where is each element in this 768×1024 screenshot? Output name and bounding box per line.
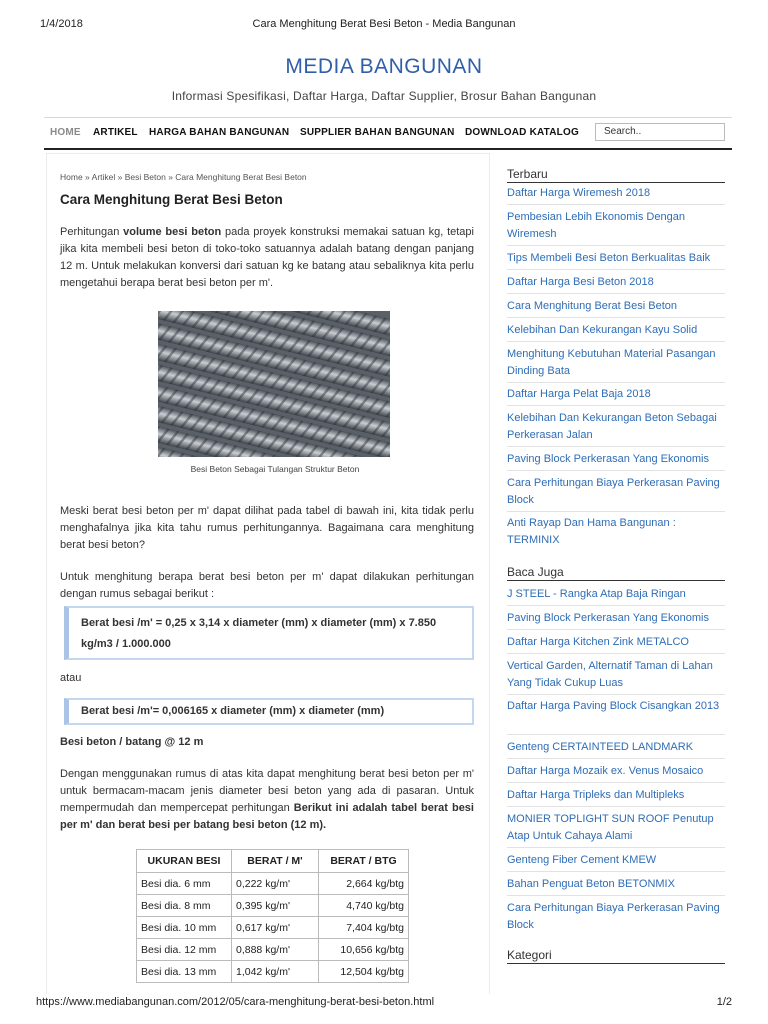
sidebar-link[interactable]: Bahan Penguat Beton BETONMIX xyxy=(507,878,675,890)
divider xyxy=(507,847,725,848)
sidebar-link[interactable]: Paving Block Perkerasan Yang Ekonomis xyxy=(507,453,709,465)
paragraph-4-text: Dengan menggunakan rumus di atas kita dapat menghitung berat besi beton per m' untuk bermacam-macam jenis diameter besi beton yang ada di pasaran. Untuk mempermudah dan mempercepat perhitungan xyxy=(60,768,474,814)
sidebar-link[interactable]: Daftar Harga Pelat Baja 2018 xyxy=(507,388,651,400)
divider xyxy=(507,629,725,630)
sidebar-link[interactable]: Paving Block Perkerasan Yang Ekonomis xyxy=(507,612,709,624)
table-header: UKURAN BESI xyxy=(137,850,232,873)
divider xyxy=(507,895,725,896)
sidebar-link[interactable]: Daftar Harga Wiremesh 2018 xyxy=(507,187,651,199)
sidebar-link[interactable]: Cara Menghitung Berat Besi Beton xyxy=(507,300,677,312)
formula-box-2: Berat besi /m'= 0,006165 x diameter (mm) x diameter (mm) xyxy=(64,698,474,725)
print-date: 1/4/2018 xyxy=(40,18,83,30)
intro-text-1: Perhitungan xyxy=(60,226,124,238)
divider xyxy=(507,758,725,759)
sidebar-link[interactable]: Cara Perhitungan Biaya Perkerasan Paving Block xyxy=(507,477,720,506)
main-nav xyxy=(44,117,732,150)
divider xyxy=(507,734,725,735)
intro-bold-text: volume besi beton xyxy=(123,226,222,238)
nav-harga-bahan-bangunan[interactable]: HARGA BAHAN BANGUNAN xyxy=(149,127,290,138)
divider xyxy=(507,245,725,246)
table-cell: Besi dia. 6 mm xyxy=(137,873,232,895)
rebar-illustration xyxy=(158,311,390,457)
sidebar-link[interactable]: Daftar Harga Paving Block Cisangkan 2013 xyxy=(507,700,720,712)
table-cell: Besi dia. 13 mm xyxy=(137,961,232,983)
batang-heading: Besi beton / batang @ 12 m xyxy=(60,736,204,748)
divider xyxy=(507,269,725,270)
breadcrumb[interactable]: Home » Artikel » Besi Beton » Cara Menghitung Berat Besi Beton xyxy=(60,172,307,182)
divider xyxy=(507,341,725,342)
paragraph-2: Meski berat besi beton per m' dapat dilihat pada tabel di bawah ini, kita tidak perlu menghafalnya jika kita tahu rumus perhitungannya. Bagaimana cara menghitung berat besi beton? xyxy=(60,505,474,551)
divider xyxy=(507,405,725,406)
sidebar-link[interactable]: MONIER TOPLIGHT SUN ROOF Penutup Atap Untuk Cahaya Alami xyxy=(507,813,714,842)
divider xyxy=(507,293,725,294)
table-cell: 0,395 kg/m' xyxy=(232,895,319,917)
sidebar-link[interactable]: Daftar Harga Tripleks dan Multipleks xyxy=(507,789,685,801)
table-row xyxy=(137,895,409,917)
nav-download-katalog[interactable]: DOWNLOAD KATALOG xyxy=(465,127,579,138)
divider xyxy=(507,204,725,205)
table-cell: 7,404 kg/btg xyxy=(319,917,409,939)
table-row xyxy=(137,873,409,895)
divider xyxy=(507,317,725,318)
atau-text: atau xyxy=(60,672,82,684)
sidebar-link[interactable]: Genteng CERTAINTEED LANDMARK xyxy=(507,741,694,753)
sidebar-link[interactable]: Kelebihan Dan Kekurangan Kayu Solid xyxy=(507,324,698,336)
divider xyxy=(507,782,725,783)
sidebar-link[interactable]: Menghitung Kebutuhan Material Pasangan Dinding Bata xyxy=(507,348,716,377)
divider xyxy=(507,605,725,606)
search-input[interactable]: Search.. xyxy=(595,123,725,141)
sidebar-heading-baca-juga: Baca Juga xyxy=(507,565,725,581)
sidebar-link[interactable]: Daftar Harga Mozaik ex. Venus Mosaico xyxy=(507,765,704,777)
paragraph-4 xyxy=(60,766,474,834)
weight-table xyxy=(136,849,409,983)
image-caption: Besi Beton Sebagai Tulangan Struktur Beton xyxy=(190,464,360,474)
intro-paragraph xyxy=(60,224,474,292)
table-cell: Besi dia. 12 mm xyxy=(137,939,232,961)
sidebar-link[interactable]: Tips Membeli Besi Beton Berkualitas Baik xyxy=(507,252,711,264)
table-cell: 0,222 kg/m' xyxy=(232,873,319,895)
intro-text-2: pada proyek konstruksi memakai satuan kg, tetapi jika kita membeli besi beton di toko-toko satuannya adalah batang dengan panjang 12 m. Untuk melakukan konversi dari satuan kg ke batang atau sebaliknya kita perlu mengetahui berapa berat besi beton per m'. xyxy=(60,226,474,289)
site-description: Informasi Spesifikasi, Daftar Harga, Daftar Supplier, Brosur Bahan Bangunan xyxy=(171,89,597,103)
print-page-title: Cara Menghitung Berat Besi Beton - Media Bangunan xyxy=(252,18,516,30)
table-header-row xyxy=(137,850,409,873)
table-header: BERAT / M' xyxy=(232,850,319,873)
table-cell: 1,042 kg/m' xyxy=(232,961,319,983)
nav-home[interactable]: HOME xyxy=(50,127,81,138)
table-cell: Besi dia. 10 mm xyxy=(137,917,232,939)
sidebar-link[interactable]: Kelebihan Dan Kekurangan Beton Sebagai Perkerasan Jalan xyxy=(507,412,717,441)
table-row xyxy=(137,961,409,983)
divider xyxy=(507,382,725,383)
site-title[interactable]: MEDIA BANGUNAN xyxy=(285,55,483,78)
divider xyxy=(507,694,725,695)
sidebar-link[interactable]: Pembesian Lebih Ekonomis Dengan Wiremesh xyxy=(507,211,685,240)
sidebar-heading-kategori: Kategori xyxy=(507,948,725,964)
divider xyxy=(507,653,725,654)
sidebar-link[interactable]: Vertical Garden, Alternatif Taman di Lahan Yang Tidak Cukup Luas xyxy=(507,660,713,689)
sidebar-heading-terbaru: Terbaru xyxy=(507,167,725,183)
paragraph-3: Untuk menghitung berapa berat besi beton per m' dapat dilakukan perhitungan dengan rumus sebagai berikut : xyxy=(60,571,474,600)
divider xyxy=(507,470,725,471)
table-cell: 12,504 kg/btg xyxy=(319,961,409,983)
sidebar-link[interactable]: Daftar Harga Kitchen Zink METALCO xyxy=(507,636,689,648)
paragraph-4-bold: Berikut ini adalah tabel berat besi per m' dan berat besi per batang besi beton (12 m). xyxy=(60,802,474,831)
divider xyxy=(507,871,725,872)
table-header: BERAT / BTG xyxy=(319,850,409,873)
divider xyxy=(507,511,725,512)
divider xyxy=(507,806,725,807)
table-row xyxy=(137,917,409,939)
table-cell: Besi dia. 8 mm xyxy=(137,895,232,917)
post-title: Cara Menghitung Berat Besi Beton xyxy=(60,192,283,207)
table-cell: 0,888 kg/m' xyxy=(232,939,319,961)
print-page-number: 1/2 xyxy=(716,996,732,1008)
table-cell: 10,656 kg/btg xyxy=(319,939,409,961)
sidebar-link[interactable]: Anti Rayap Dan Hama Bangunan : TERMINIX xyxy=(507,517,676,546)
formula-box-1: Berat besi /m' = 0,25 x 3,14 x diameter (mm) x diameter (mm) x 7.850 kg/m3 / 1.000.000 xyxy=(64,606,474,660)
divider xyxy=(507,446,725,447)
rebar-photo xyxy=(158,311,390,457)
table-row xyxy=(137,939,409,961)
print-url: https://www.mediabangunan.com/2012/05/cara-menghitung-berat-besi-beton.html xyxy=(36,996,435,1008)
table-cell: 0,617 kg/m' xyxy=(232,917,319,939)
table-cell: 4,740 kg/btg xyxy=(319,895,409,917)
sidebar-link[interactable]: J STEEL - Rangka Atap Baja Ringan xyxy=(507,588,686,600)
nav-artikel[interactable]: ARTIKEL xyxy=(93,127,138,138)
nav-supplier-bahan-bangunan[interactable]: SUPPLIER BAHAN BANGUNAN xyxy=(300,127,455,138)
sidebar-link[interactable]: Daftar Harga Besi Beton 2018 xyxy=(507,276,654,288)
sidebar-link[interactable]: Cara Perhitungan Biaya Perkerasan Paving Block xyxy=(507,902,720,931)
sidebar-link[interactable]: Genteng Fiber Cement KMEW xyxy=(507,854,657,866)
table-cell: 2,664 kg/btg xyxy=(319,873,409,895)
